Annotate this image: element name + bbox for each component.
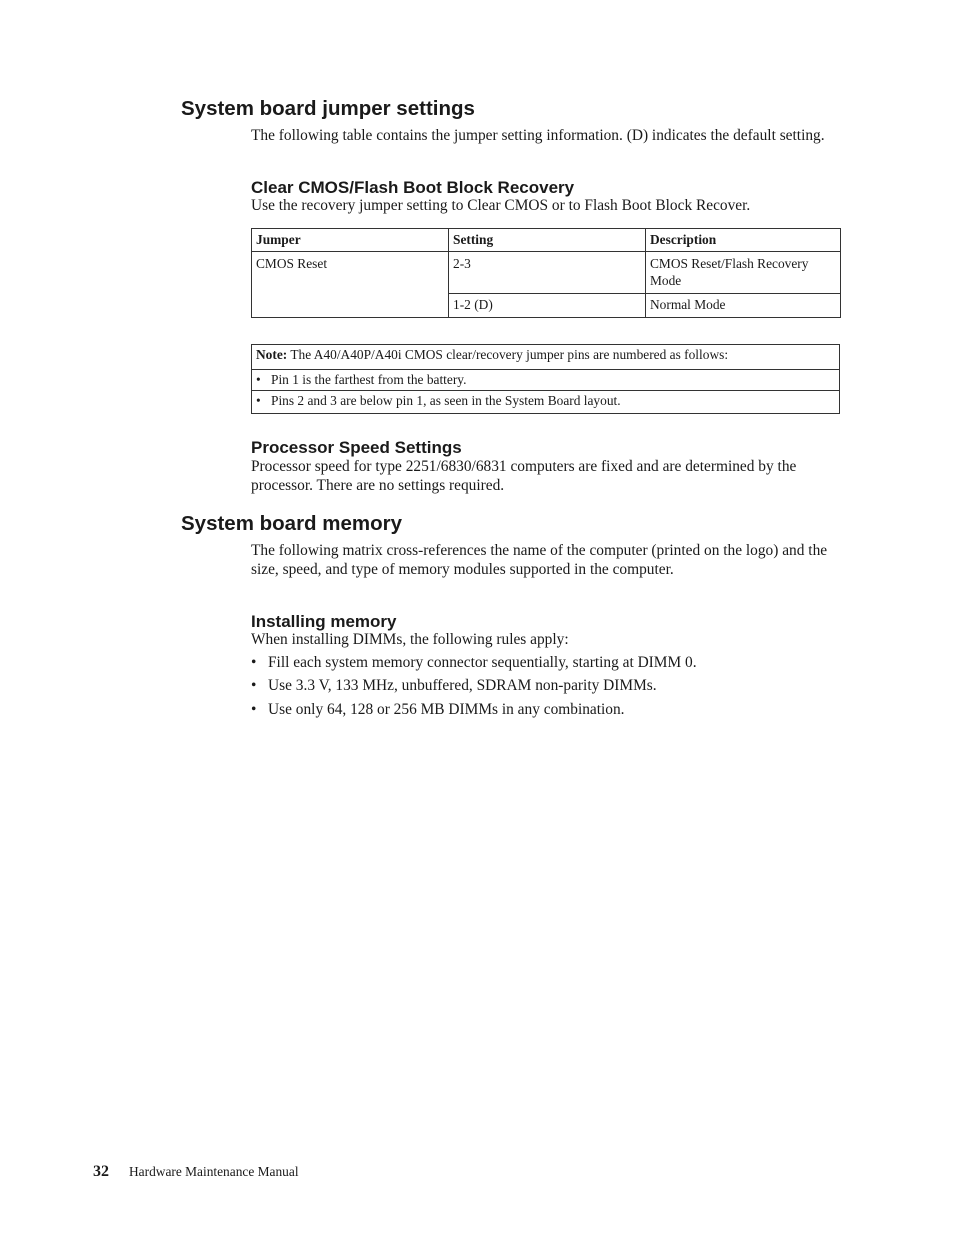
section-title-memory: System board memory xyxy=(181,512,403,535)
list-item-text: Fill each system memory connector sequentially, starting at DIMM 0. xyxy=(268,654,697,671)
page-footer xyxy=(93,1163,299,1181)
subsection-title-processor: Processor Speed Settings xyxy=(251,438,462,457)
bullet-icon: • xyxy=(251,654,257,671)
jumper-table xyxy=(251,228,841,318)
subsection-title-cmos: Clear CMOS/Flash Boot Block Recovery xyxy=(251,178,575,197)
subsection-title-installing: Installing memory xyxy=(251,612,397,631)
memory-intro-text: The following matrix cross-references the name of the computer (printed on the logo) and the size, speed, and type of memory modules supported in the computer. xyxy=(251,542,828,578)
list-item-text: Use only 64, 128 or 256 MB DIMMs in any combination. xyxy=(268,700,625,718)
bullet-icon: • xyxy=(251,677,257,695)
column-header-description: Description xyxy=(646,229,841,252)
memory-rules-list xyxy=(251,654,697,724)
cell-description: Normal Mode xyxy=(646,294,841,318)
processor-text: Processor speed for type 2251/6830/6831 computers are fixed and are determined by the processor. There are no settings required. xyxy=(251,458,797,494)
list-item xyxy=(251,654,697,673)
bullet-icon: • xyxy=(256,393,261,408)
note-text: The A40/A40P/A40i CMOS clear/recovery jumper pins are numbered as follows: xyxy=(290,347,729,362)
list-item xyxy=(251,677,697,696)
page-number: 32 xyxy=(93,1163,109,1180)
list-item xyxy=(251,701,697,720)
note-item-text: Pins 2 and 3 are below pin 1, as seen in the System Board layout. xyxy=(271,393,621,408)
column-header-setting: Setting xyxy=(449,229,646,252)
note-item-text: Pin 1 is the farthest from the battery. xyxy=(271,372,467,387)
jumper-intro-text: The following table contains the jumper setting information. (D) indicates the default setting. xyxy=(251,127,825,144)
bullet-icon: • xyxy=(256,372,261,387)
cmos-text: Use the recovery jumper setting to Clear CMOS or to Flash Boot Block Recover. xyxy=(251,197,751,214)
table-header-row xyxy=(252,229,841,252)
cell-jumper: CMOS Reset xyxy=(252,252,449,318)
bullet-icon: • xyxy=(251,700,257,718)
note-label: Note: xyxy=(256,347,288,362)
note-header xyxy=(252,345,839,369)
installing-text: When installing DIMMs, the following rules apply: xyxy=(251,631,569,648)
note-list-item xyxy=(252,390,839,413)
cell-setting: 2-3 xyxy=(449,252,646,294)
cell-description: CMOS Reset/Flash Recovery Mode xyxy=(646,252,841,294)
list-item-text: Use 3.3 V, 133 MHz, unbuffered, SDRAM non-parity DIMMs. xyxy=(268,677,657,695)
section-title-jumper-settings: System board jumper settings xyxy=(181,97,475,120)
column-header-jumper: Jumper xyxy=(252,229,449,252)
footer-title: Hardware Maintenance Manual xyxy=(129,1164,299,1179)
note-list-item xyxy=(252,369,839,390)
note-box xyxy=(251,344,840,414)
table-row xyxy=(252,252,841,294)
cell-setting: 1-2 (D) xyxy=(449,294,646,318)
